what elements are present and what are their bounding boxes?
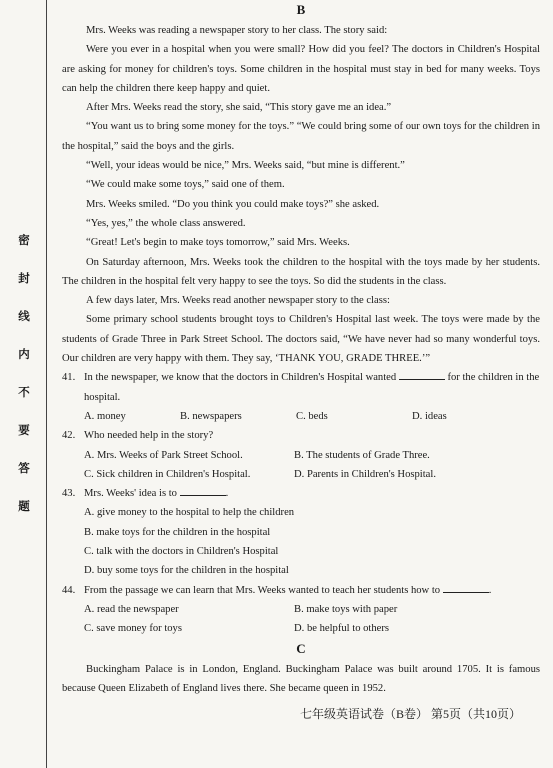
newspaper-story: Were you ever in a hospital when you were small? How did you feel? The doctors in Children's Hospital are asking for money for children's toys. Some children in the hospital must stay in bed for many weeks. Toys can help the children there keep happy and quiet.: [62, 44, 540, 94]
question-43: [62, 484, 540, 580]
question-stem: Who needed help in the story?: [84, 430, 214, 442]
option-c: C. beds: [296, 410, 328, 422]
exam-page-content: [62, 0, 540, 698]
question-stem: In the newspaper, we know that the doctors in Children's Hospital wanted: [84, 372, 399, 384]
question-41: [62, 368, 540, 426]
paragraph: “Great! Let's begin to make toys tomorrow,” said Mrs. Weeks.: [86, 237, 350, 249]
option-b: B. newspapers: [180, 410, 242, 422]
option-b: B. make toys with paper: [294, 603, 398, 615]
seal-notice-char: 不: [18, 387, 30, 399]
story-intro: Mrs. Weeks was reading a newspaper story to her class. The story said:: [86, 25, 388, 36]
question-number: 41.: [62, 372, 76, 384]
seal-notice-char: 封: [18, 273, 30, 285]
option-b: B. make toys for the children in the hospital: [84, 526, 271, 538]
option-a: A. read the newspaper: [84, 603, 179, 615]
option-a: A. money: [84, 410, 126, 422]
question-stem-end: for the children in the hospital.: [84, 372, 540, 403]
seal-notice-char: 线: [18, 311, 30, 323]
second-newspaper-story: Some primary school students brought toys to Children's Hospital last week. The toys were made by the students of Grade Three in Park Street School. The doctors said, “We have never had so many wonderful toys. Our children are very happy with them. They say, ‘THANK YOU, GRADE THREE.’”: [62, 314, 540, 365]
option-c: C. talk with the doctors in Children's Hospital: [84, 546, 279, 558]
seal-notice-char: 答: [18, 463, 30, 475]
seal-line-notice: [14, 232, 34, 536]
paragraph: Mrs. Weeks smiled. “Do you think you could make toys?” she asked.: [86, 198, 380, 210]
option-a: A. give money to the hospital to help the children: [84, 507, 295, 519]
paragraph: After Mrs. Weeks read the story, she said, “This story gave me an idea.”: [86, 102, 392, 114]
option-d: D. be helpful to others: [294, 623, 390, 635]
paragraph: “Well, your ideas would be nice,” Mrs. Weeks said, “but mine is different.”: [86, 160, 405, 172]
question-stem-end: .: [488, 584, 492, 596]
option-d: D. Parents in Children's Hospital.: [294, 468, 436, 480]
paragraph: “Yes, yes,” the whole class answered.: [86, 217, 246, 229]
question-stem: From the passage we can learn that Mrs. Weeks wanted to teach her students how to: [84, 584, 443, 596]
paragraph: “We could make some toys,” said one of them.: [86, 179, 285, 191]
option-d: D. ideas: [412, 410, 447, 422]
option-a: A. Mrs. Weeks of Park Street School.: [84, 449, 243, 461]
option-b: B. The students of Grade Three.: [294, 449, 430, 461]
question-number: 42.: [62, 430, 76, 442]
binding-margin-line: [46, 0, 47, 768]
question-44: [62, 581, 540, 639]
paragraph: On Saturday afternoon, Mrs. Weeks took the children to the hospital with the toys made by her students. The children in the hospital felt very happy to see the toys. So did the students in the class.: [62, 256, 540, 287]
option-c: C. Sick children in Children's Hospital.: [84, 468, 251, 480]
option-c: C. save money for toys: [84, 623, 182, 635]
section-c-title: C: [296, 640, 306, 656]
answer-blank: [443, 582, 489, 593]
section-b-title: B: [296, 2, 306, 17]
question-number: 44.: [62, 584, 76, 596]
answer-blank: [180, 485, 226, 496]
seal-notice-char: 密: [18, 235, 30, 247]
question-42: [62, 426, 540, 484]
question-stem-end: .: [225, 488, 229, 500]
question-number: 43.: [62, 488, 76, 500]
seal-notice-char: 内: [18, 349, 30, 361]
seal-notice-char: 题: [18, 501, 30, 513]
page-footer: 七年级英语试卷（B卷） 第5页（共10页）: [300, 707, 522, 721]
paragraph: “You want us to bring some money for the toys.” “We could bring some of our own toys for the children in the hospital,” said the boys and the girls.: [62, 121, 540, 152]
option-d: D. buy some toys for the children in the hospital: [84, 565, 289, 577]
section-c-paragraph: Buckingham Palace is in London, England. Buckingham Palace was built around 1705. It is famous because Queen Elizabeth of England lives there. She became queen in 1952.: [62, 663, 540, 694]
question-stem: Mrs. Weeks' idea is to: [84, 488, 180, 500]
seal-notice-char: 要: [18, 425, 30, 437]
paragraph: A few days later, Mrs. Weeks read another newspaper story to the class:: [86, 295, 390, 307]
answer-blank: [399, 369, 445, 380]
